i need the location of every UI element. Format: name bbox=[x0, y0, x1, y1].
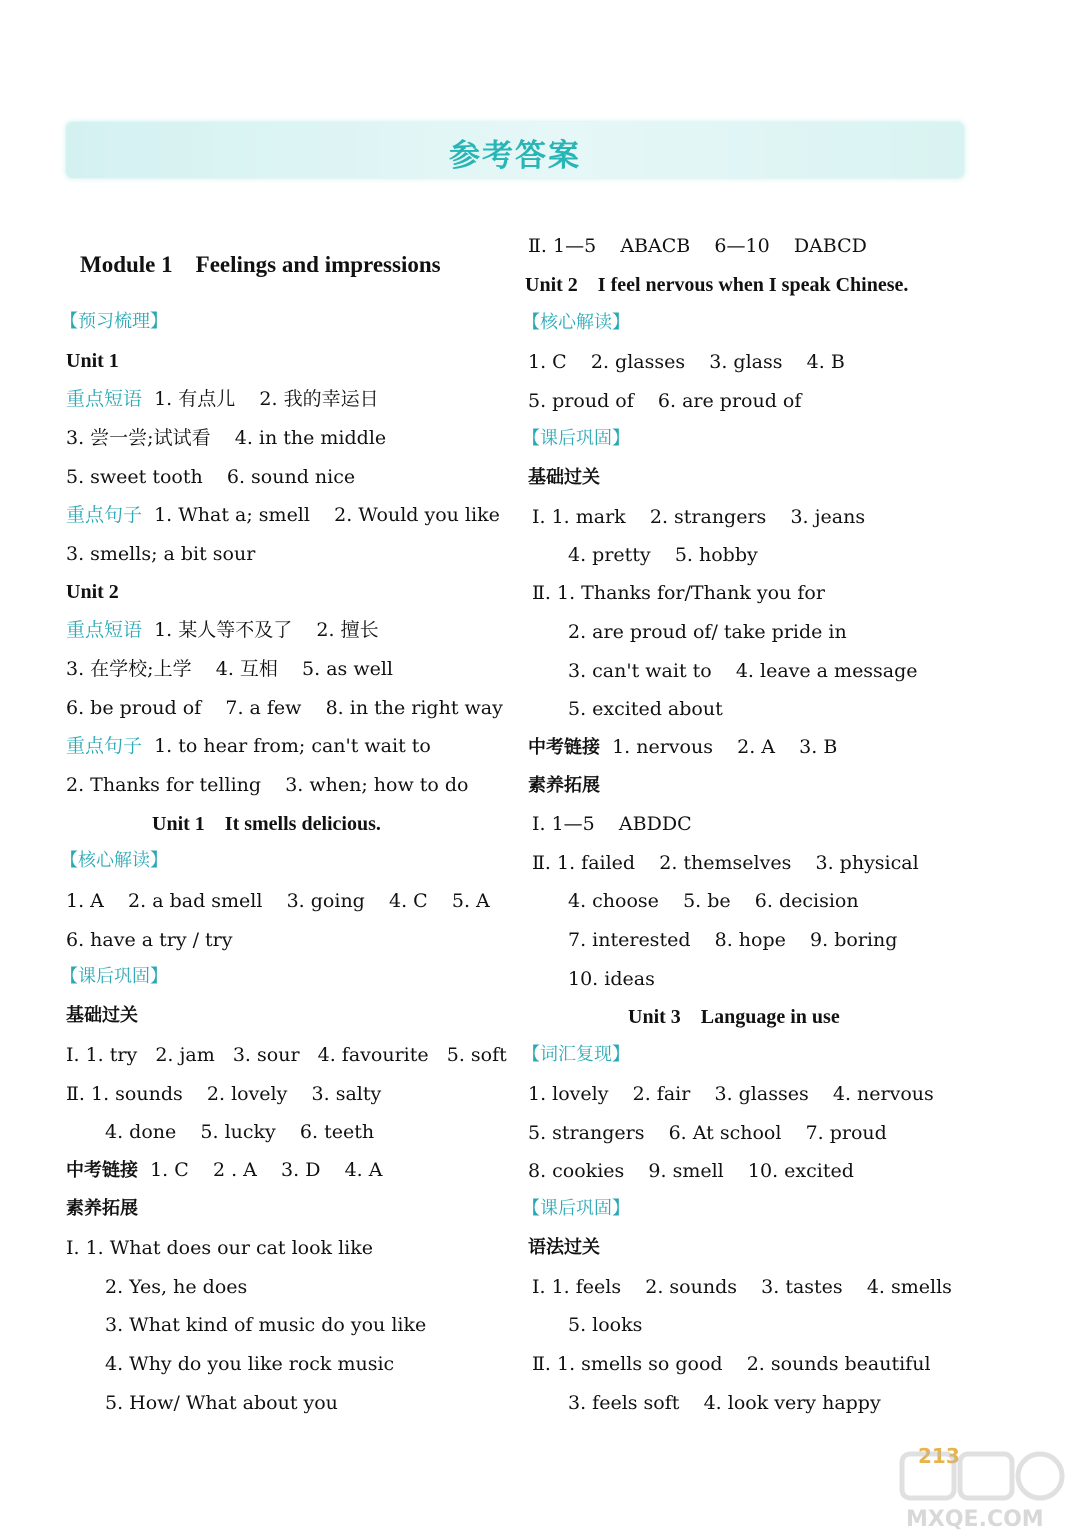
answer-line: 4. Why do you like rock music bbox=[105, 1353, 395, 1375]
exam-link-label: 中考链接 bbox=[66, 1160, 138, 1181]
answer-line: 3. What kind of music do you like bbox=[105, 1314, 427, 1336]
answer-text: 1. What a; smell 2. Would you like bbox=[142, 504, 500, 526]
answer-line bbox=[528, 735, 837, 760]
page-title: 参考答案 bbox=[449, 138, 581, 174]
answer-line: 3. feels soft 4. look very happy bbox=[568, 1392, 881, 1414]
answer-line: 4. choose 5. be 6. decision bbox=[568, 890, 859, 912]
answer-line: 4. pretty 5. hobby bbox=[568, 544, 758, 566]
answer-line: 5. How/ What about you bbox=[105, 1392, 338, 1414]
answer-line: 8. cookies 9. smell 10. excited bbox=[528, 1160, 854, 1182]
answer-line bbox=[66, 618, 379, 642]
answer-line: 1. C 2. glasses 3. glass 4. B bbox=[528, 351, 845, 373]
answer-line: 1. lovely 2. fair 3. glasses 4. nervous bbox=[528, 1083, 934, 1105]
watermark-text: MXQE.COM bbox=[906, 1507, 1044, 1532]
unit-title: Unit 3 Language in use bbox=[628, 1006, 840, 1028]
section-label-core: 【核心解读】 bbox=[60, 850, 168, 871]
answer-text: 1. C 2 . A 3. D 4. A bbox=[138, 1159, 383, 1181]
unit-heading: Unit 1 bbox=[66, 350, 119, 372]
answer-line: Ⅰ. 1. try 2. jam 3. sour 4. favourite 5. soft bbox=[66, 1044, 507, 1066]
unit-heading: Unit 2 bbox=[66, 581, 119, 603]
subsection-title: 素养拓展 bbox=[528, 775, 600, 796]
key-sentences-label: 重点句子 bbox=[66, 504, 143, 526]
page-number: 213 bbox=[918, 1444, 960, 1468]
answer-line bbox=[66, 387, 379, 411]
subsection-title: 素养拓展 bbox=[66, 1198, 138, 1219]
answer-line bbox=[66, 734, 431, 758]
answer-line: Ⅱ. 1. smells so good 2. sounds beautiful bbox=[532, 1353, 931, 1375]
key-phrases-label: 重点短语 bbox=[66, 619, 143, 641]
answer-line: 6. have a try / try bbox=[66, 929, 233, 951]
watermark-logo bbox=[898, 1448, 1070, 1532]
subsection-title: 基础过关 bbox=[66, 1005, 138, 1026]
answer-line: Ⅱ. 1. failed 2. themselves 3. physical bbox=[532, 852, 919, 874]
key-phrases-label: 重点短语 bbox=[66, 388, 143, 410]
answer-line: 3. 在学校;上学 4. 互相 5. as well bbox=[66, 658, 393, 680]
answer-line: 3. smells; a bit sour bbox=[66, 543, 256, 565]
answer-line: 2. Yes, he does bbox=[105, 1276, 248, 1298]
answer-line: 1. A 2. a bad smell 3. going 4. C 5. A bbox=[66, 890, 490, 912]
section-label-review: 【课后巩固】 bbox=[60, 966, 168, 987]
answer-line: Ⅱ. 1. Thanks for/Thank you for bbox=[532, 582, 825, 604]
answer-line: Ⅰ. 1. mark 2. strangers 3. jeans bbox=[532, 506, 866, 528]
answer-line: Ⅰ. 1. What does our cat look like bbox=[66, 1237, 374, 1259]
answer-line: 5. sweet tooth 6. sound nice bbox=[66, 466, 356, 488]
answer-line: Ⅰ. 1. feels 2. sounds 3. tastes 4. smells bbox=[532, 1276, 952, 1298]
answer-banner bbox=[66, 122, 964, 178]
answer-line: 10. ideas bbox=[568, 968, 655, 990]
section-label-vocab: 【词汇复现】 bbox=[522, 1044, 630, 1065]
unit-title: Unit 2 I feel nervous when I speak Chinese. bbox=[525, 274, 909, 296]
answer-line bbox=[66, 1158, 382, 1183]
answer-line: 5. proud of 6. are proud of bbox=[528, 390, 802, 412]
answer-line: 2. Thanks for telling 3. when; how to do bbox=[66, 774, 469, 796]
section-label-preview: 【预习梳理】 bbox=[60, 311, 168, 332]
answer-line: Ⅰ. 1—5 ABDDC bbox=[532, 813, 692, 835]
section-label-review: 【课后巩固】 bbox=[522, 1198, 630, 1219]
answer-line bbox=[66, 503, 500, 527]
answer-line: 6. be proud of 7. a few 8. in the right way bbox=[66, 697, 503, 719]
answer-line: 5. strangers 6. At school 7. proud bbox=[528, 1122, 887, 1144]
answer-text: 1. to hear from; can't wait to bbox=[142, 735, 431, 757]
section-label-review: 【课后巩固】 bbox=[522, 428, 630, 449]
unit-title: Unit 1 It smells delicious. bbox=[152, 813, 381, 835]
answer-text: 1. nervous 2. A 3. B bbox=[600, 736, 838, 758]
answer-line: 2. are proud of/ take pride in bbox=[568, 621, 847, 643]
answer-line: 3. can't wait to 4. leave a message bbox=[568, 660, 918, 682]
answer-line: Ⅱ. 1. sounds 2. lovely 3. salty bbox=[66, 1083, 382, 1105]
answer-line: 4. done 5. lucky 6. teeth bbox=[105, 1121, 375, 1143]
subsection-title: 基础过关 bbox=[528, 467, 600, 488]
answer-line: 5. excited about bbox=[568, 698, 723, 720]
answer-line: 7. interested 8. hope 9. boring bbox=[568, 929, 898, 951]
answer-line: 3. 尝一尝;试试看 4. in the middle bbox=[66, 427, 387, 449]
exam-link-label: 中考链接 bbox=[528, 737, 600, 758]
answer-text: 1. 某人等不及了 2. 擅长 bbox=[142, 619, 379, 641]
key-sentences-label: 重点句子 bbox=[66, 735, 143, 757]
answer-text: 1. 有点儿 2. 我的幸运日 bbox=[142, 388, 379, 410]
section-label-core: 【核心解读】 bbox=[522, 312, 630, 333]
answer-line: Ⅱ. 1—5 ABACB 6—10 DABCD bbox=[528, 235, 867, 257]
answer-line: 5. looks bbox=[568, 1314, 643, 1336]
module-title: Module 1 Feelings and impressions bbox=[80, 252, 441, 277]
subsection-title: 语法过关 bbox=[528, 1237, 600, 1258]
